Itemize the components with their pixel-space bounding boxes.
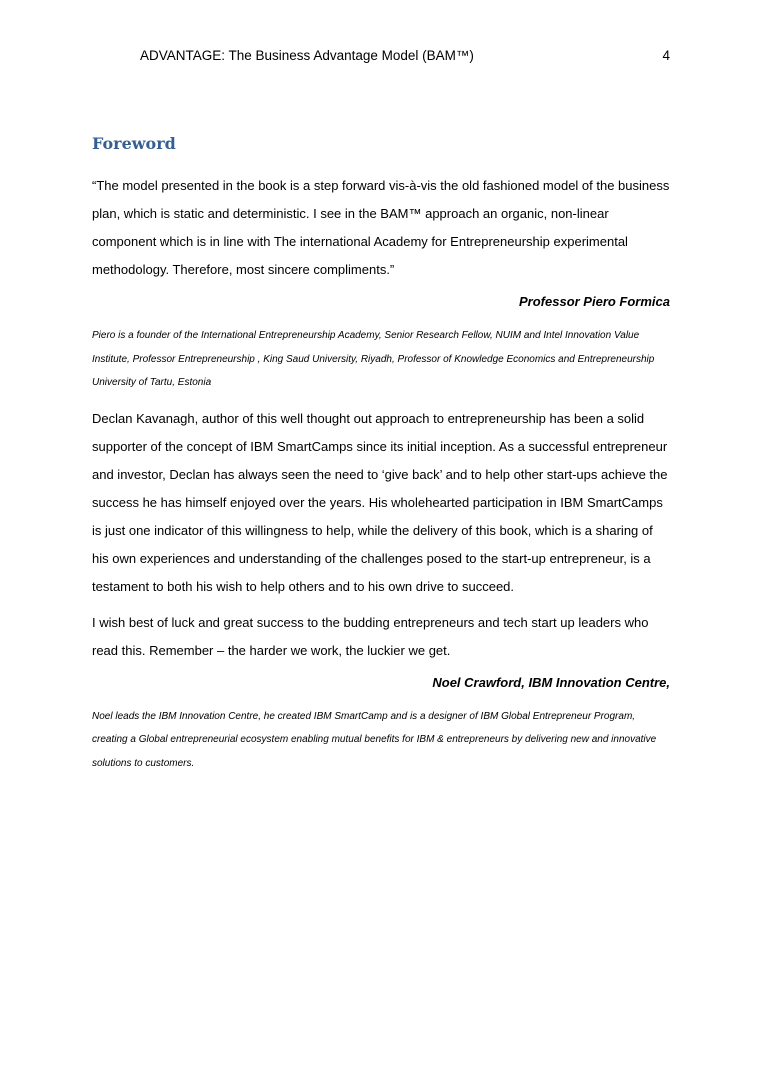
page-header <box>140 46 670 66</box>
document-title: ADVANTAGE: The Business Advantage Model (BAM™) <box>140 48 474 63</box>
paragraph-author: Noel Crawford, IBM Innovation Centre, <box>432 674 670 690</box>
page-content <box>92 132 670 785</box>
body-paragraph: Declan Kavanagh, author of this well thought out approach to entrepreneurship has been a solid supporter of the concept of IBM SmartCamps since its initial inception. As a successful entrepreneur and investor, Declan has always seen the need to ‘give back’ and to help other start-ups achieve the success he has himself enjoyed over the years. His wholehearted participation in IBM SmartCamps is just one indicator of this willingness to help, while the delivery of this book, which is a sharing of his own experiences and understanding of the challenges posed to the start-up entrepreneur, is a testament to both his wish to help others and to his own drive to succeed. <box>92 410 668 594</box>
body-paragraph: I wish best of luck and great success to the budding entrepreneurs and tech start up leaders who read this. Remember – the harder we work, the luckier we get. <box>92 614 649 658</box>
section-heading: Foreword <box>92 134 176 153</box>
quote-author-bio: Piero is a founder of the International Entrepreneurship Academy, Senior Research Fellow, NUIM and Intel Innovation Value Institute, Professor Entrepreneurship , King Saud University, Riyadh, Professor of Knowledge Economics and Entrepreneurship University of Tartu, Estonia <box>92 330 655 388</box>
page-number: 4 <box>662 48 670 63</box>
testimonial-quote: “The model presented in the book is a step forward vis-à-vis the old fashioned model of the business plan, which is static and deterministic. I see in the BAM™ approach an organic, non-linear component which is in line with The international Academy for Entrepreneurship experimental methodology. Therefore, most sincere compliments.” <box>92 178 670 277</box>
quote-author: Professor Piero Formica <box>519 294 670 309</box>
paragraph-author-bio: Noel leads the IBM Innovation Centre, he created IBM SmartCamp and is a designer of IBM Global Entrepreneur Program, creating a Global entrepreneurial ecosystem enabling mutual benefits for IBM & entrepreneurs by delivering new and innovative solutions to customers. <box>92 710 657 769</box>
